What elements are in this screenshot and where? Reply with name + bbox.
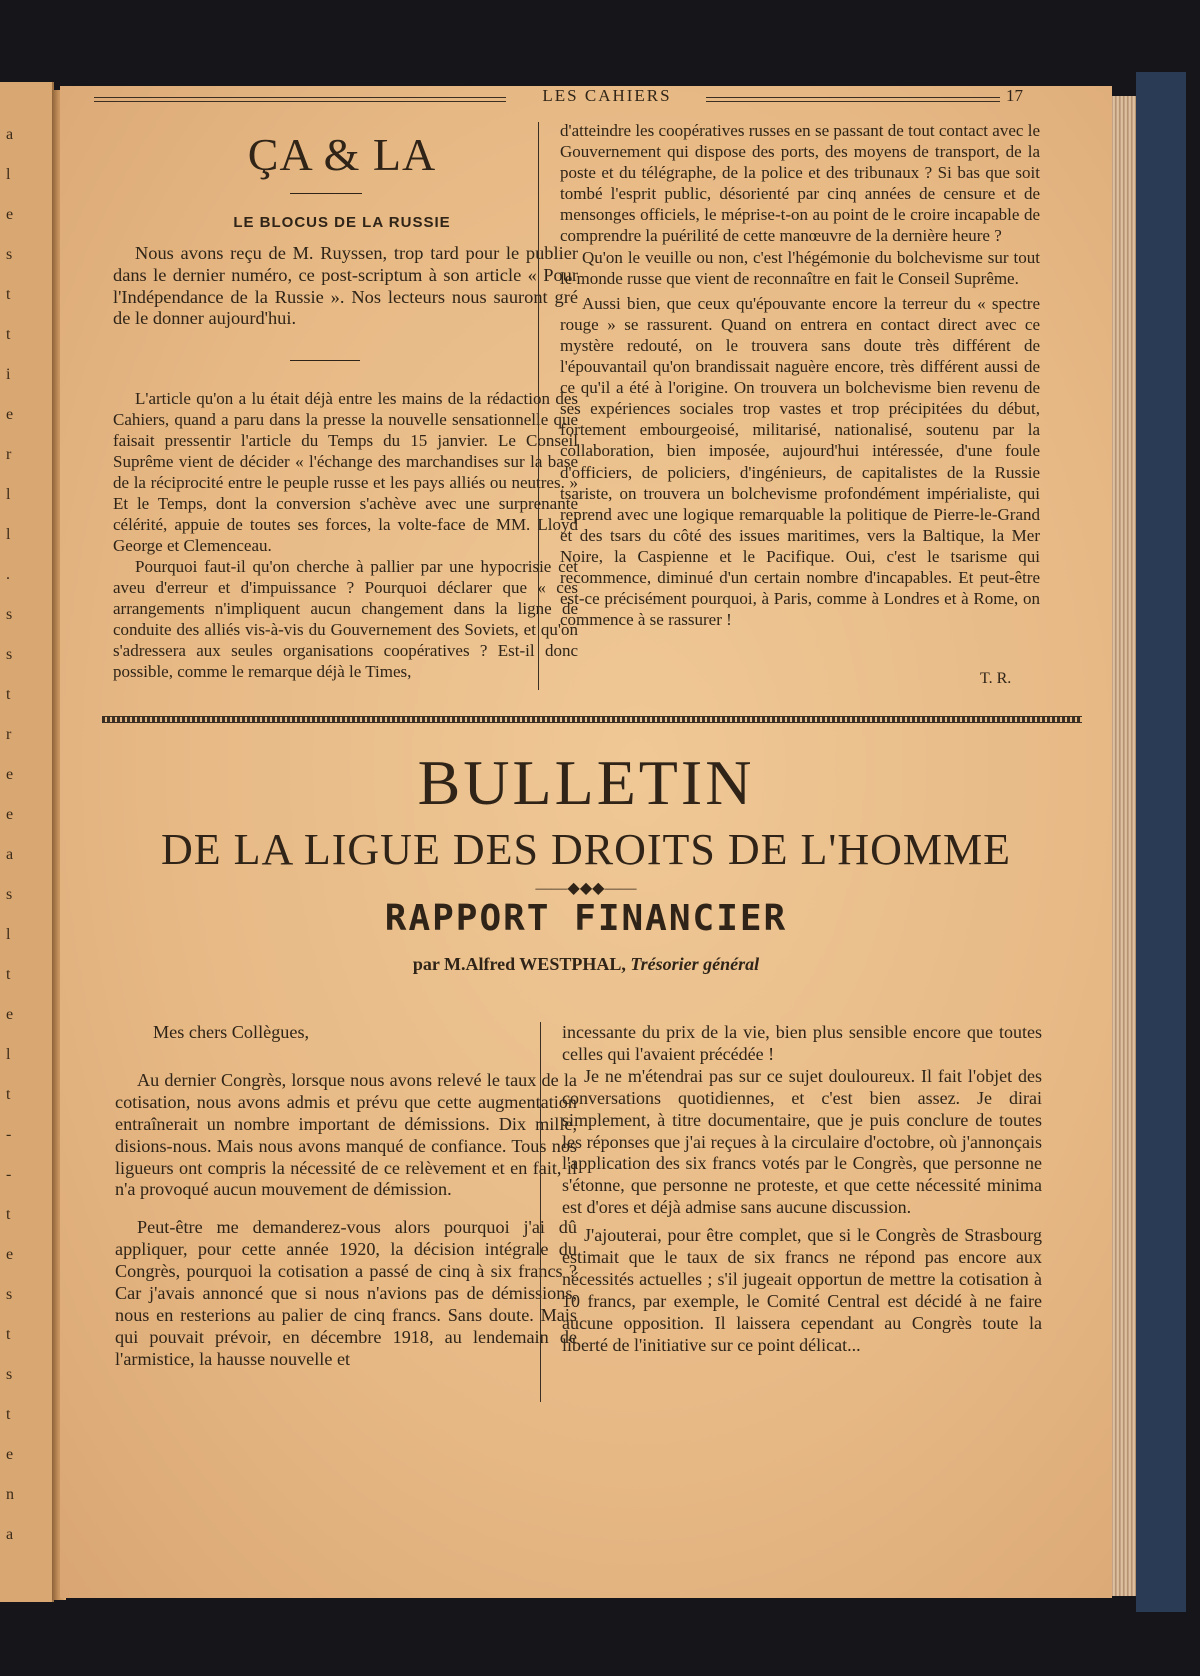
facing-page-letter: e bbox=[6, 206, 14, 223]
paragraph: d'atteindre les coopératives russes en se passant de tout contact avec le Gouvernement qui dispose des ports, des moyens de transport, de la poste et du télégraphe, de la police et des tribunaux ? Si bas que soit tombé l'esprit public, désorienté par cinq années de censure et de mensonges officiels, le méprise-t-on au point de le croire incapable de comprendre la puérilité de cette manœuvre de la dernière heure ? bbox=[560, 121, 1040, 246]
facing-page-letter: e bbox=[6, 766, 14, 783]
paragraph: Qu'on le veuille ou non, c'est l'hégémonie du bolchevisme sur tout le monde russe que vient de reconnaître en fait le Conseil Suprême. bbox=[560, 247, 1040, 288]
book-cover-board bbox=[1136, 72, 1186, 1612]
paragraph: incessante du prix de la vie, bien plus sensible encore que toutes celles qui l'avaient précédée ! bbox=[562, 1022, 1042, 1064]
facing-page-letter: l bbox=[6, 926, 11, 943]
facing-page-letter: a bbox=[6, 126, 14, 143]
facing-page-letter: n bbox=[6, 1486, 14, 1503]
facing-page-letter: l bbox=[6, 486, 11, 503]
facing-page-letter: e bbox=[6, 806, 14, 823]
facing-page-letter: l bbox=[6, 1046, 11, 1063]
ca-la-subtitle: LE BLOCUS DE LA RUSSIE bbox=[233, 214, 451, 231]
salutation: Mes chers Collègues, bbox=[153, 1022, 310, 1042]
page-edges bbox=[1108, 96, 1136, 1596]
facing-page-letter: i bbox=[6, 366, 11, 383]
rapport-title: RAPPORT FINANCIER bbox=[384, 898, 788, 939]
facing-page-letter: a bbox=[6, 1526, 14, 1543]
running-head: LES CAHIERS bbox=[542, 86, 672, 105]
facing-page-letter: s bbox=[6, 1366, 13, 1383]
facing-page-letter: t bbox=[6, 1086, 11, 1103]
facing-page-letter: t bbox=[6, 1326, 11, 1343]
facing-page-letter: e bbox=[6, 1006, 14, 1023]
paragraph: L'article qu'on a lu était déjà entre les mains de la rédaction des Cahiers, quand a paru dans la presse la nouvelle sensationnelle que faisait pressentir l'article du Temps du 15 janvier. Le Conseil Suprême vient de décider « l'échange des marchandises sur la base de la réciprocité entre le peuple russe et les pays alliés ou neutres. » Et le Temps, dont la conversion s'achève avec une surprenante célérité, appuie de toutes ses forces, la volte-face de MM. Lloyd George et Clemenceau. bbox=[113, 389, 578, 555]
paragraph: Je ne m'étendrai pas sur ce sujet douloureux. Il fait l'objet des conversations quotidiennes, et c'est bien assez. Je dirai simplement, à titre documentaire, que je puis conclure de toutes les réponses que j'ai reçues à la circulaire d'octobre, où j'annonçais l'application des six francs votés par le Congrès, que personne ne s'étonne, que personne ne proteste, et que cette nécessité minima est d'ores et déjà admise sans aucune discussion. bbox=[562, 1065, 1042, 1218]
column-divider bbox=[538, 122, 539, 690]
byline bbox=[60, 954, 1112, 975]
ca-la-column-2 bbox=[560, 120, 1040, 630]
facing-page-letter: l bbox=[6, 526, 11, 543]
byline-author: par M.Alfred WESTPHAL, bbox=[412, 954, 626, 974]
section-rule bbox=[290, 360, 360, 361]
facing-page-letter: . bbox=[6, 566, 10, 583]
facing-page-letter: t bbox=[6, 1406, 11, 1423]
paragraph: Peut-être me demanderez-vous alors pourquoi j'ai dû appliquer, pour cette année 1920, la décision intégrale du Congrès, pourquoi la cotisation a passé de cinq à six francs ? Car j'avais annoncé que si nous n'avions pas de démissions, nous en resterions au palier de cinq francs. Sans doute. Mais qui pouvait prévoir, en décembre 1918, au lendemain de l'armistice, la hausse nouvelle et bbox=[115, 1217, 577, 1369]
facing-page-letter: s bbox=[6, 246, 13, 263]
column-divider bbox=[540, 1022, 541, 1402]
header-rule-right bbox=[706, 97, 1000, 102]
intro-paragraph: Nous avons reçu de M. Ruyssen, trop tard pour le publier dans le dernier numéro, ce post-scriptum à son article « Pour l'Indépendance de la Russie ». Nos lecteurs nous sauront gré de le donner aujourd'hui. bbox=[113, 243, 578, 329]
facing-page-margin bbox=[0, 82, 54, 1602]
ca-la-intro bbox=[113, 243, 578, 330]
facing-page-letter: r bbox=[6, 446, 12, 463]
facing-page-letter: t bbox=[6, 286, 11, 303]
byline-role: Trésorier général bbox=[630, 954, 760, 974]
facing-page-letter: t bbox=[6, 326, 11, 343]
facing-page-letter: s bbox=[6, 646, 13, 663]
bulletin-title: BULLETIN bbox=[417, 747, 755, 818]
rapport-column-2 bbox=[562, 1022, 1042, 1357]
paragraph: Pourquoi faut-il qu'on cherche à pallier par une hypocrisie cet aveu d'erreur et d'impuissance ? Pourquoi déclarer que « ces arrangements n'impliquent aucun changement dans la ligne de conduite des alliés vis-à-vis du Gouvernement des Soviets, et qu'on s'adressera aux seules organisations coopératives ? Est-il donc possible, comme le remarque déjà le Times, bbox=[113, 557, 578, 681]
signature: T. R. bbox=[980, 670, 1012, 687]
facing-page-letter: - bbox=[6, 1126, 12, 1143]
facing-page-letter: t bbox=[6, 966, 11, 983]
header-rule-left bbox=[94, 97, 506, 102]
paragraph: J'ajouterai, pour être complet, que si le Congrès de Strasbourg estimait que le taux de six francs ne répond pas encore aux nécessités actuelles ; s'il jugeait opportun de mettre la cotisation à 10 francs, par exemple, le Comité Central est décidé à ne faire aucune opposition. Il laissera cependant au Congrès toute la liberté de l'initiative sur ce point délicat... bbox=[562, 1225, 1042, 1355]
facing-page-letter: t bbox=[6, 1206, 11, 1223]
facing-page-letter: s bbox=[6, 1286, 13, 1303]
rapport-column-1 bbox=[115, 1022, 577, 1371]
journal-page bbox=[60, 86, 1112, 1598]
facing-page-letter: e bbox=[6, 406, 14, 423]
facing-page-letter: r bbox=[6, 726, 12, 743]
paragraph: Aussi bien, que ceux qu'épouvante encore la terreur du « spectre rouge » se rassurent. Quand on entrera en contact direct avec ce mystère redouté, on le trouvera sans doute très différent de l'épouvantail qu'on brandissait naguère encore, très différent aussi de ce qu'il a été à l'origine. On trouvera un bolchevisme bien revenu de ses expériences sociales trop vastes et trop précipitées du début, fortement embourgeoisé, militarisé, nationalisé, soutenu par la collaboration, bien imposée, aujourd'hui intéressée, d'une foule d'officiers, de policiers, d'ingénieurs, de capitalistes de la Russie tsariste, on trouvera un bolchevisme profondément impérialiste, qui reprend avec une logique remarquable la politique de Pierre-le-Grand et des tsars du côté des issues maritimes, vers la Baltique, la Mer Noire, la Caspienne et le Pacifique. Oui, c'est le tsarisme qui recommence, diminué d'un certain nombre d'incapables. Et peut-être est-ce précisément pourquoi, à Paris, comme à Londres et à Rome, on commence à se rassurer ! bbox=[560, 293, 1040, 630]
bulletin-ornament: ——◆◆◆—— bbox=[535, 880, 637, 897]
double-rule bbox=[102, 716, 1082, 723]
title-rule bbox=[290, 193, 362, 194]
facing-page-letter: e bbox=[6, 1246, 14, 1263]
ca-la-column-1 bbox=[113, 388, 578, 682]
facing-page-letter: e bbox=[6, 1446, 14, 1463]
page-number: 17 bbox=[1006, 86, 1023, 105]
ca-la-title: ÇA & LA bbox=[247, 129, 437, 180]
facing-page-letter: a bbox=[6, 846, 14, 863]
facing-page-letter: s bbox=[6, 606, 13, 623]
facing-page-letter: - bbox=[6, 1166, 12, 1183]
facing-page-letter: l bbox=[6, 166, 11, 183]
paragraph: Au dernier Congrès, lorsque nous avons relevé le taux de la cotisation, nous avons admis et prévu que cette augmentation entraînerait un nombre important de démissions. Dix mille, disions-nous. Mais nous avons manqué de confiance. Tous nos ligueurs ont compris la nécessité de ce relèvement et en fait, il n'a provoqué aucun mouvement de démission. bbox=[115, 1069, 577, 1200]
facing-page-letter: t bbox=[6, 686, 11, 703]
facing-page-letter: s bbox=[6, 886, 13, 903]
bulletin-subtitle: DE LA LIGUE DES DROITS DE L'HOMME bbox=[161, 825, 1011, 874]
